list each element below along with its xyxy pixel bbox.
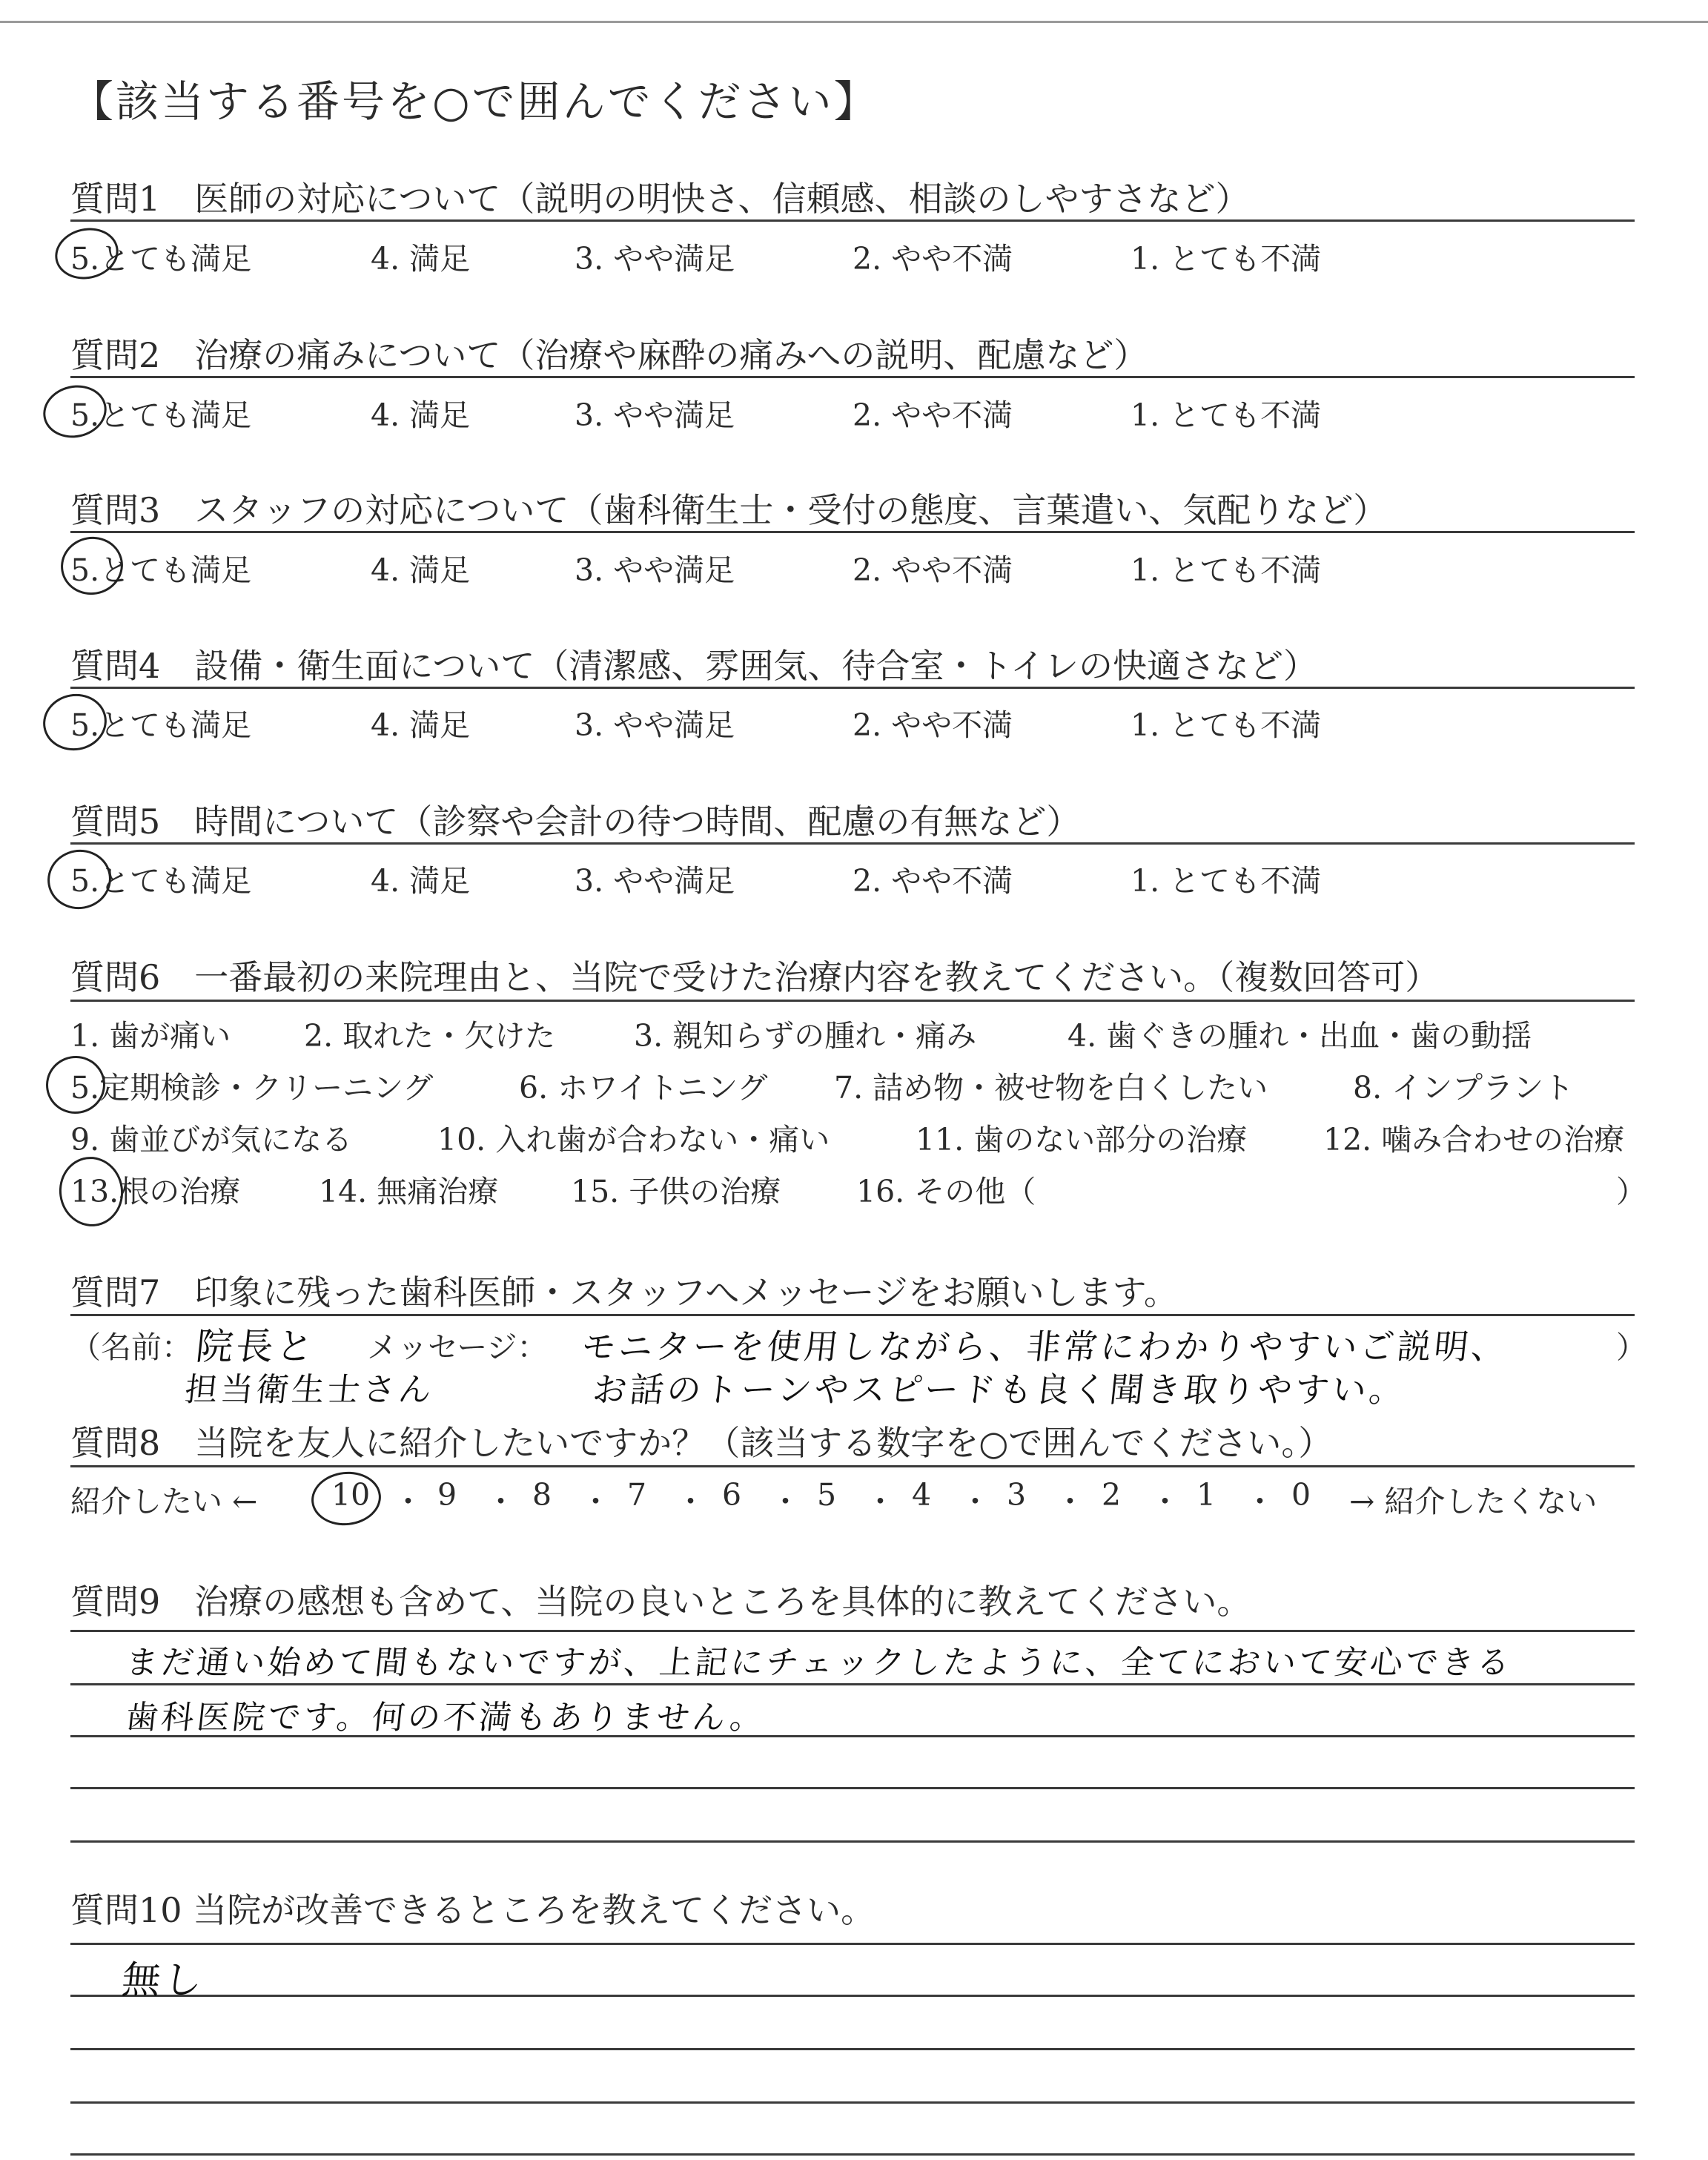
question-10-line-2	[70, 1995, 1635, 1997]
q3-option-1[interactable]: 1. とても不満	[1131, 552, 1322, 588]
question-7-rule	[70, 1314, 1635, 1316]
q5-option-1[interactable]: 1. とても不満	[1131, 863, 1322, 899]
q8-sep: ・	[770, 1484, 801, 1519]
q8-right-label: → 紹介したくない	[1349, 1484, 1598, 1519]
question-10-line-5	[70, 2153, 1635, 2156]
q7-message-handwritten-2: お話のトーンやスピードも良く聞き取りやすい。	[590, 1370, 1409, 1410]
q8-sep: ・	[580, 1484, 611, 1519]
q8-sep: ・	[1150, 1484, 1180, 1519]
q1-option-4[interactable]: 4. 満足	[371, 241, 471, 277]
q5-selection-circle	[43, 845, 116, 914]
question-10-line-3	[70, 2048, 1635, 2050]
q8-sep: ・	[865, 1484, 896, 1519]
q6-option-13[interactable]: 13.根の治療	[70, 1174, 241, 1209]
q6-option-2[interactable]: 2. 取れた・欠けた	[304, 1018, 556, 1054]
q8-sep: ・	[1245, 1484, 1275, 1519]
q7-message-handwritten-1: モニターを使用しながら、非常にわかりやすいご説明、	[579, 1327, 1511, 1367]
q7-name-label: （名前：	[70, 1330, 192, 1365]
question-6-title: 質問6 一番最初の来院理由と、当院で受けた治療内容を教えてください。（複数回答可）	[70, 957, 1440, 997]
q8-scale-0[interactable]: 0	[1291, 1477, 1311, 1513]
q3-option-5[interactable]: 5.とても満足	[70, 552, 252, 588]
q2-option-1[interactable]: 1. とても不満	[1131, 397, 1322, 433]
q8-scale-6[interactable]: 6	[722, 1477, 742, 1513]
q6-option-5[interactable]: 5.定期検診・クリーニング	[70, 1070, 434, 1106]
q6-option-14[interactable]: 14. 無痛治療	[319, 1174, 499, 1209]
q7-close-paren: ）	[1616, 1330, 1646, 1365]
q8-scale-9[interactable]: 9	[437, 1477, 457, 1513]
question-10-line-4	[70, 2101, 1635, 2104]
q6-option-9[interactable]: 9. 歯並びが気になる	[70, 1122, 353, 1157]
q6-option-16[interactable]: 16. その他（	[856, 1174, 1036, 1209]
question-5-rule	[70, 842, 1635, 845]
question-3-title: 質問3 スタッフの対応について（歯科衛生士・受付の態度、言葉遣い、気配りなど）	[70, 490, 1388, 530]
question-2-rule	[70, 376, 1635, 378]
q8-scale-2[interactable]: 2	[1102, 1477, 1122, 1513]
q4-option-2[interactable]: 2. やや不満	[853, 707, 1013, 743]
q5-option-2[interactable]: 2. やや不満	[853, 863, 1013, 899]
q2-option-4[interactable]: 4. 満足	[371, 397, 471, 433]
question-9-line-1	[70, 1630, 1635, 1632]
q6-selection-circle-13	[55, 1152, 128, 1230]
q8-left-label: 紹介したい ←	[70, 1484, 258, 1519]
q4-option-3[interactable]: 3. やや満足	[575, 707, 735, 743]
question-8-rule	[70, 1465, 1635, 1467]
q5-option-3[interactable]: 3. やや満足	[575, 863, 735, 899]
q1-option-3[interactable]: 3. やや満足	[575, 241, 735, 277]
q6-other-close-paren: ）	[1616, 1174, 1646, 1209]
q1-option-1[interactable]: 1. とても不満	[1131, 241, 1322, 277]
q2-option-3[interactable]: 3. やや満足	[575, 397, 735, 433]
question-8-title: 質問8 当院を友人に紹介したいですか？（該当する数字を○で囲んでください。）	[70, 1423, 1333, 1463]
question-2-title: 質問2 治療の痛みについて（治療や麻酔の痛みへの説明、配慮など）	[70, 335, 1148, 375]
q4-option-4[interactable]: 4. 満足	[371, 707, 471, 743]
q8-scale-1[interactable]: 1	[1196, 1477, 1217, 1513]
q6-option-4[interactable]: 4. 歯ぐきの腫れ・出血・歯の動揺	[1068, 1018, 1532, 1054]
q6-selection-circle-5	[42, 1051, 110, 1119]
question-10-line-1	[70, 1943, 1635, 1945]
q5-option-4[interactable]: 4. 満足	[371, 863, 471, 899]
q8-scale-10[interactable]: 10	[331, 1477, 371, 1513]
q10-handwritten-1: 無し	[119, 1958, 208, 2003]
q6-option-7[interactable]: 7. 詰め物・被せ物を白くしたい	[834, 1070, 1268, 1106]
q5-option-5[interactable]: 5.とても満足	[70, 863, 252, 899]
q6-option-3[interactable]: 3. 親知らずの腫れ・痛み	[634, 1018, 977, 1054]
q6-option-15[interactable]: 15. 子供の治療	[571, 1174, 781, 1209]
q6-option-1[interactable]: 1. 歯が痛い	[70, 1018, 231, 1054]
q9-handwritten-2: 歯科医院です。何の不満もありません。	[123, 1699, 768, 1737]
q8-scale-7[interactable]: 7	[627, 1477, 647, 1513]
q1-option-5[interactable]: 5.とても満足	[70, 241, 252, 277]
question-7-title: 質問7 印象に残った歯科医師・スタッフへメッセージをお願いします。	[70, 1272, 1178, 1312]
question-3-rule	[70, 531, 1635, 533]
q3-option-4[interactable]: 4. 満足	[371, 552, 471, 588]
scan-top-edge	[0, 21, 1708, 23]
q8-scale-8[interactable]: 8	[532, 1477, 552, 1513]
q3-option-3[interactable]: 3. やや満足	[575, 552, 735, 588]
question-4-title: 質問4 設備・衛生面について（清潔感、雰囲気、待合室・トイレの快適さなど）	[70, 646, 1318, 686]
question-9-line-5	[70, 1840, 1635, 1843]
q4-selection-circle	[39, 689, 111, 756]
q3-option-2[interactable]: 2. やや不満	[853, 552, 1013, 588]
question-4-rule	[70, 687, 1635, 689]
q7-name-handwritten-2: 担当衛生士さん	[182, 1371, 437, 1409]
question-5-title: 質問5 時間について（診察や会計の待つ時間、配慮の有無など）	[70, 802, 1081, 842]
question-9-title: 質問9 治療の感想も含めて、当院の良いところを具体的に教えてください。	[70, 1582, 1251, 1622]
q6-option-6[interactable]: 6. ホワイトニング	[519, 1070, 768, 1106]
page-title: 【該当する番号を○で囲んでください】	[70, 76, 879, 127]
q8-sep: ・	[1055, 1484, 1085, 1519]
q2-option-5[interactable]: 5.とても満足	[70, 397, 252, 433]
q6-option-10[interactable]: 10. 入れ歯が合わない・痛い	[437, 1122, 830, 1157]
q8-sep: ・	[675, 1484, 706, 1519]
q7-name-handwritten-1: 院長と	[193, 1325, 319, 1368]
q8-selection-circle	[308, 1468, 383, 1528]
q6-option-12[interactable]: 12. 噛み合わせの治療	[1323, 1122, 1625, 1157]
q1-option-2[interactable]: 2. やや不満	[853, 241, 1013, 277]
q8-scale-3[interactable]: 3	[1007, 1477, 1027, 1513]
question-1-rule	[70, 219, 1635, 222]
q8-sep: ・	[486, 1484, 516, 1519]
q8-scale-4[interactable]: 4	[912, 1477, 932, 1513]
q4-option-1[interactable]: 1. とても不満	[1131, 707, 1322, 743]
question-9-line-2	[70, 1683, 1635, 1685]
question-10-title: 質問10 当院が改善できるところを教えてください。	[70, 1890, 875, 1930]
q4-option-5[interactable]: 5.とても満足	[70, 707, 252, 743]
q8-scale-5[interactable]: 5	[817, 1477, 837, 1513]
q6-option-8[interactable]: 8. インプラント	[1353, 1070, 1575, 1106]
question-9-line-4	[70, 1787, 1635, 1789]
q8-sep: ・	[960, 1484, 990, 1519]
q9-handwritten-1: まだ通い始めて間もないですが、上記にチェックしたように、全てにおいて安心できる	[123, 1644, 1515, 1682]
q6-option-11[interactable]: 11. 歯のない部分の治療	[916, 1122, 1248, 1157]
q7-message-label: メッセージ：	[367, 1330, 548, 1365]
question-6-rule	[70, 1000, 1635, 1002]
question-1-title: 質問1 医師の対応について（説明の明快さ、信頼感、相談のしやすさなど）	[70, 179, 1250, 219]
q2-option-2[interactable]: 2. やや不満	[853, 397, 1013, 433]
q8-sep: ・	[393, 1484, 423, 1519]
